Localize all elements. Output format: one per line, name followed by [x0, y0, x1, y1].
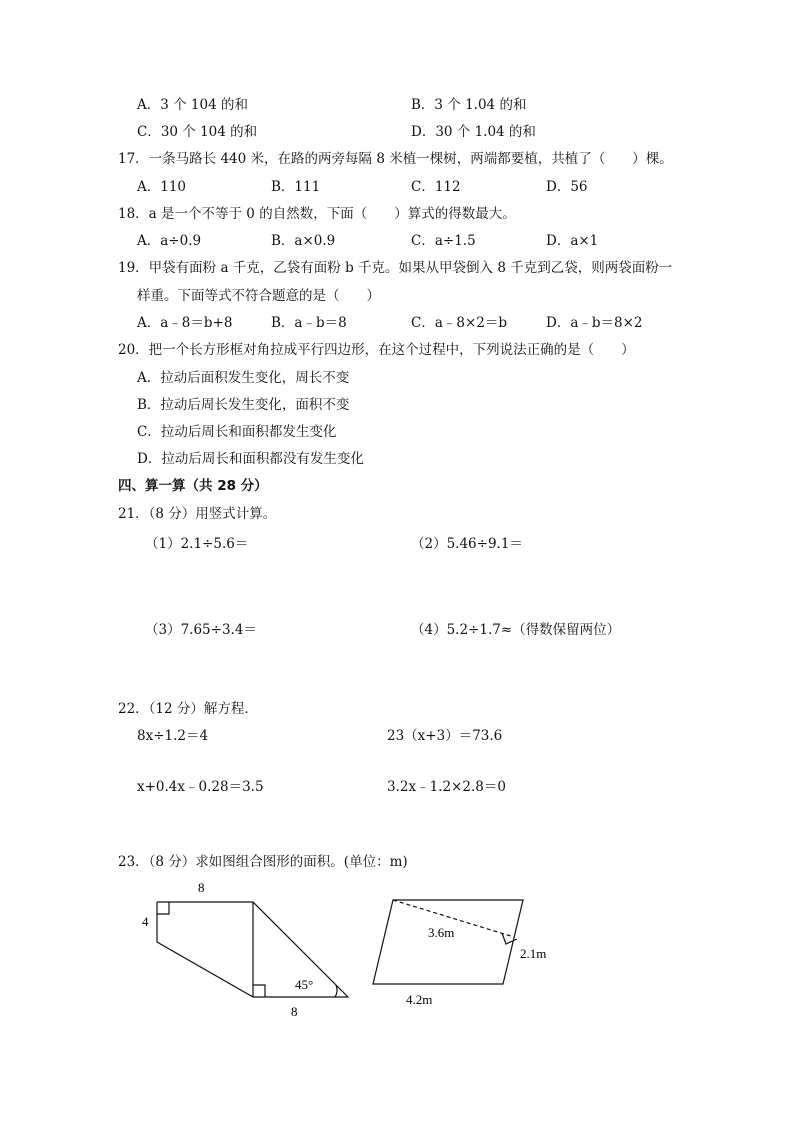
q22-equation-3: x+0.4x﹣0.28＝3.5	[137, 779, 264, 795]
q17-option-b: B．111	[271, 179, 321, 195]
q21-stem: 21．（8 分）用竖式计算。	[118, 506, 277, 522]
q18-stem: 18．a 是一个不等于 0 的自然数，下面（ ）算式的得数最大。	[118, 206, 516, 222]
q20-option-a: A．拉动后面积发生变化，周长不变	[137, 370, 350, 386]
fig1-left-label: 4	[142, 914, 149, 929]
q22-equation-2: 23（x+3）＝73.6	[387, 728, 503, 744]
q19-stem-line2: 样重。下面等式不符合题意的是（ ）	[137, 288, 380, 304]
q22-equation-1: 8x÷1.2＝4	[137, 728, 209, 744]
fig1-top-label: 8	[198, 880, 205, 895]
q19-option-c: C．a﹣8×2＝b	[411, 315, 508, 331]
q18-option-d: D．a×1	[546, 233, 599, 249]
q16-option-b: B．3 个 1.04 的和	[411, 97, 527, 113]
q18-option-a: A．a÷0.9	[137, 233, 202, 249]
composite-figure-trapezoid-triangle	[140, 875, 360, 1025]
fig2-side-label: 2.1m	[520, 946, 547, 961]
parallelogram-figure	[370, 895, 560, 1010]
q16-option-c: C．30 个 104 的和	[137, 124, 258, 140]
q17-stem: 17．一条马路长 440 米，在路的两旁每隔 8 米植一棵树，两端都要植，共植了（ ）棵。	[118, 151, 673, 167]
q17-option-c: C．112	[411, 179, 461, 195]
fig2-height-label: 3.6m	[428, 925, 455, 940]
q21-part-3: （3）7.65÷3.4＝	[145, 622, 257, 638]
fig2-base-label: 4.2m	[406, 992, 433, 1007]
q18-option-b: B．a×0.9	[271, 233, 336, 249]
q21-part-4: （4）5.2÷1.7≈（得数保留两位）	[411, 622, 621, 638]
q20-option-c: C．拉动后周长和面积都发生变化	[137, 424, 337, 440]
q19-option-a: A．a﹣8＝b+8	[137, 315, 233, 331]
q16-option-d: D．30 个 1.04 的和	[411, 124, 536, 140]
q17-option-d: D．56	[546, 179, 588, 195]
q21-part-1: （1）2.1÷5.6＝	[145, 536, 249, 552]
q19-option-d: D．a﹣b＝8×2	[546, 315, 643, 331]
q20-option-d: D．拉动后周长和面积都没有发生变化	[137, 451, 364, 467]
fig1-bottom-label: 8	[291, 1004, 298, 1019]
q22-equation-4: 3.2x﹣1.2×2.8＝0	[387, 779, 506, 795]
q19-stem-line1: 19．甲袋有面粉 a 千克，乙袋有面粉 b 千克。如果从甲袋倒入 8 千克到乙袋，则两袋面粉一	[118, 260, 673, 276]
section-heading: 四、算一算（共 28 分）	[118, 478, 268, 494]
q20-option-b: B．拉动后周长发生变化，面积不变	[137, 397, 350, 413]
q18-option-c: C．a÷1.5	[411, 233, 476, 249]
q23-stem: 23．（8 分）求如图组合图形的面积。(单位：m)	[118, 854, 408, 870]
q19-option-b: B．a﹣b＝8	[271, 315, 347, 331]
q20-stem: 20．把一个长方形框对角拉成平行四边形，在这个过程中，下列说法正确的是（ ）	[118, 342, 635, 358]
q17-option-a: A．110	[137, 179, 187, 195]
q21-part-2: （2）5.46÷9.1＝	[411, 536, 523, 552]
q22-stem: 22．（12 分）解方程．	[118, 701, 258, 717]
fig1-angle-label: 45°	[295, 977, 314, 992]
q16-option-a: A．3 个 104 的和	[137, 97, 248, 113]
